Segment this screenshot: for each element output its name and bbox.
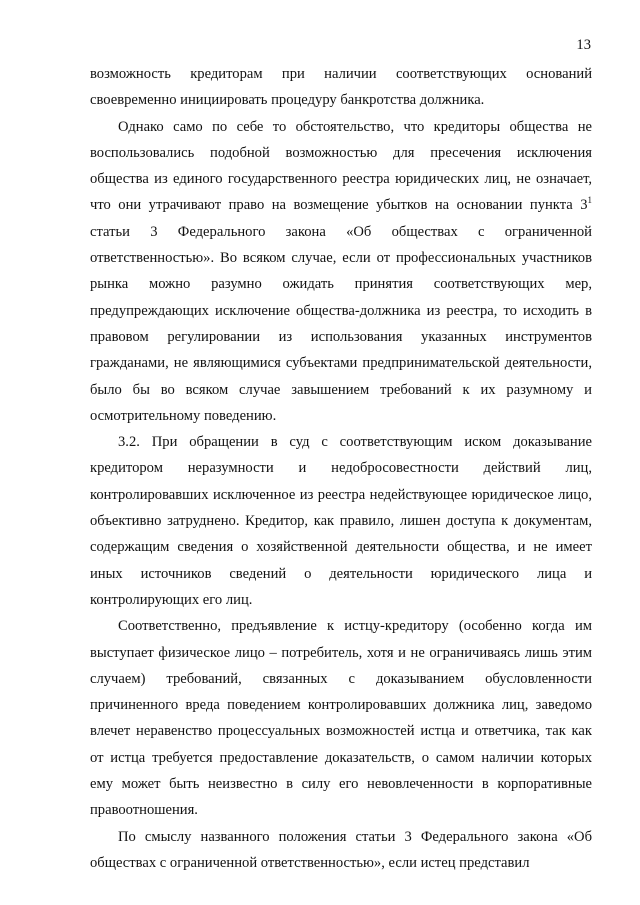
paragraph-procedural-inequality: Соответственно, предъявление к истцу-кредитору (особенно когда им выступает физическое лицо – потребитель, хотя и не ограничиваясь лишь этим случаем) требований, связанных с доказыванием обусловленности причиненного вреда поведением контролировавших должника лиц, заведомо влечет неравенство процессуальных возможностей истца и ответчика, так как от истца требуется предоставление доказательств, о самом наличии которых ему может быть неизвестно в силу его невовлеченности в корпоративные правоотношения. xyxy=(90,618,592,819)
paragraph-text-part: Однако само по себе то обстоятельство, что кредиторы общества не воспользовались подобной возможностью для пресечения исключения общества из единого государственного реестра юридических лиц, не означает, что они утрачивают право на возмещение убытков на основании пункта 3 xyxy=(90,118,592,214)
paragraph-continuation: возможность кредиторам при наличии соответствующих оснований своевременно инициировать процедуру банкротства должника. xyxy=(90,66,592,109)
paragraph-text-part: статьи 3 Федерального закона «Об обществах с ограниченной ответственностью». Во всяком случае, если от профессиональных участников рынка можно разумно ожидать принятия соответствующих мер, предупреждающих исключение общества-должника из реестра, то исходить в правовом регулировании из использования указанных инструментов гражданами, не являющимися субъектами предпринимательской деятельности, было бы во всяком случае завышением требований к их разумному и осмотрительному поведению. xyxy=(90,223,592,424)
paragraph-section-3-2: 3.2. При обращении в суд с соответствующим иском доказывание кредитором неразумности и недобросовестности действий лиц, контролировавших исключенное из реестра недействующее юридическое лицо, объективно затруднено. Кредитор, как правило, лишен доступа к документам, содержащим сведения о хозяйственной деятельности общества, и не имеет иных источников сведений о деятельности юридического лица и контролирующих его лиц. xyxy=(90,434,592,608)
superscript-index: 1 xyxy=(587,194,592,205)
paragraph-creditors-opportunity xyxy=(90,114,592,430)
page-number: 13 xyxy=(576,37,591,53)
document-text-body xyxy=(90,61,592,876)
paragraph-meaning-of-article: По смыслу названного положения статьи 3 Федерального закона «Об обществах с ограниченной ответственностью», если истец представил xyxy=(90,828,592,871)
